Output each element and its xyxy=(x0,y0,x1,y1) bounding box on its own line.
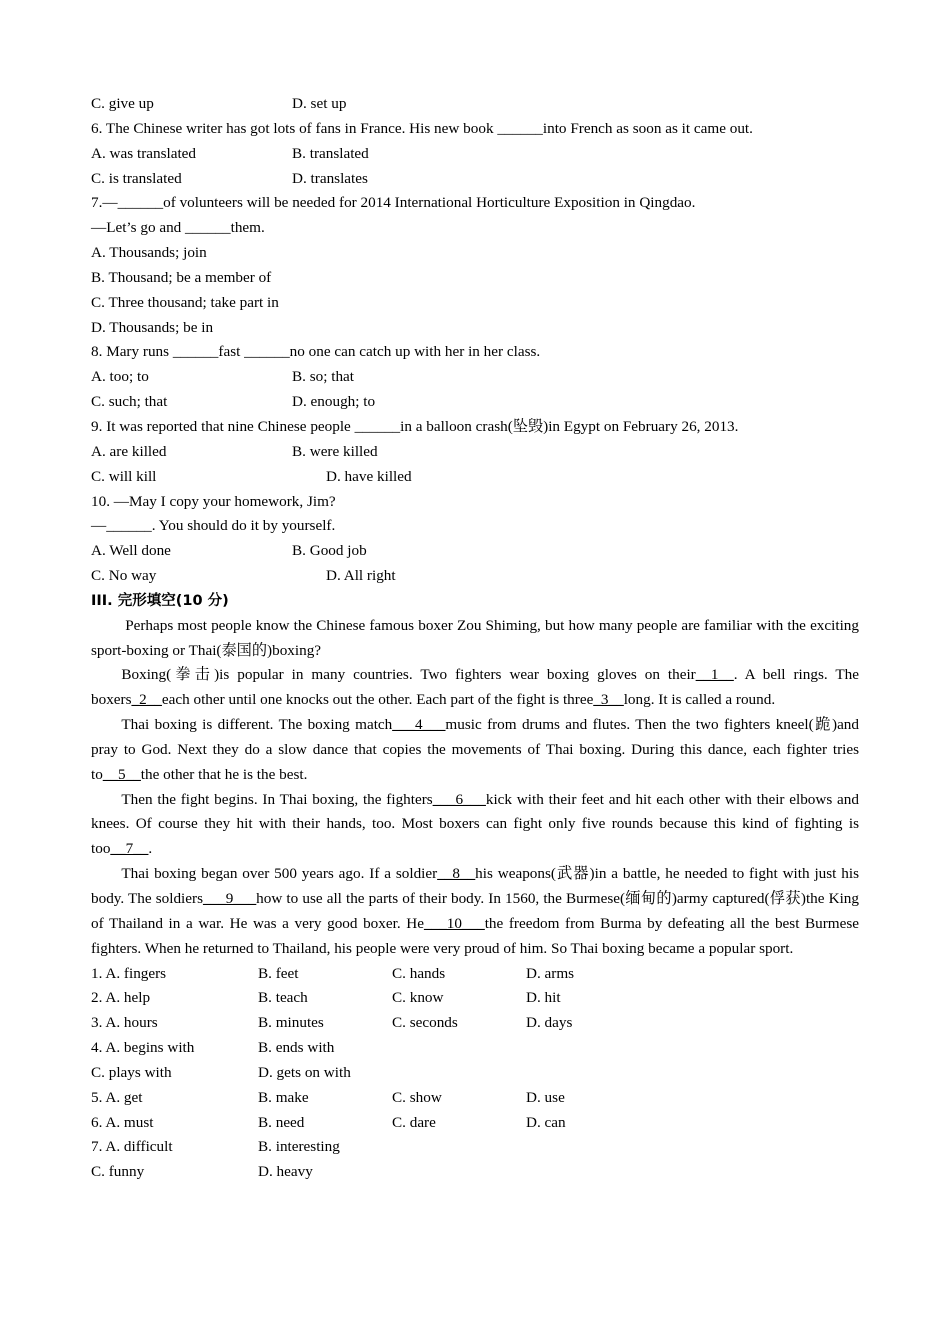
paragraph-text: Thai boxing is different. The boxing match xyxy=(121,716,393,734)
paragraph-text: each other until one knocks out the other. Each part of the fight is three xyxy=(161,691,594,709)
passage-paragraph-5 xyxy=(91,862,859,961)
option-d: D. arms xyxy=(526,964,575,982)
section-heading: III. 完形填空(10 分) xyxy=(91,592,229,609)
option-c: C. dare xyxy=(392,1113,436,1131)
blank-2: _2__ xyxy=(131,691,162,709)
answer-options-row xyxy=(91,1061,859,1086)
answer-options-row xyxy=(91,1086,859,1111)
question-7-reply: —Let’s go and ______them. xyxy=(91,219,265,237)
option-d: D. heavy xyxy=(258,1163,313,1181)
blank-6: ___6___ xyxy=(432,790,486,808)
option-b: B. teach xyxy=(258,989,308,1007)
option-c: C. seconds xyxy=(392,1014,458,1032)
option-a: 3. A. hours xyxy=(91,1014,158,1032)
option-a: 1. A. fingers xyxy=(91,964,167,982)
option-c: C. give up xyxy=(91,95,154,112)
paragraph-text: music from drums and flutes. Then the two fighters kneel(跪)and pray to God. Next they do a slow dance that copies the movements of Thai boxing. During this dance, each fighter tries to xyxy=(91,716,859,783)
option-c: C. such; that xyxy=(91,393,168,411)
answer-options-row xyxy=(91,962,859,987)
option-a: 6. A. must xyxy=(91,1113,154,1131)
option-d: D. Thousands; be in xyxy=(91,318,214,336)
q10-options-ab xyxy=(91,539,859,564)
option-b: B. feet xyxy=(258,964,299,982)
question-7-stem: 7.—______of volunteers will be needed for 2014 International Horticulture Exposition in Qingdao. xyxy=(91,194,696,212)
blank-9: ___9___ xyxy=(203,890,257,907)
paragraph-text: Then the fight begins. In Thai boxing, the fighters xyxy=(121,790,433,808)
option-c: C. funny xyxy=(91,1163,145,1181)
blank-3: _3__ xyxy=(593,691,624,709)
question-6-stem: 6. The Chinese writer has got lots of fans in France. His new book ______into French as soon as it came out. xyxy=(91,119,753,137)
option-c: C. hands xyxy=(392,964,446,982)
paragraph-text: how to use all the parts of their body. In 1560, the Burmese(缅甸的)army captured(俘获)the King of Thailand in a war. He was a very good boxer. He xyxy=(91,890,859,932)
answer-options-row xyxy=(91,1036,859,1061)
option-d: D. gets on with xyxy=(258,1063,351,1081)
paragraph-text: Perhaps most people know the Chinese famous boxer Zou Shiming, but how many people are familiar with the exciting sport-boxing or Thai(泰国的)boxing? xyxy=(91,616,859,659)
option-d: D. days xyxy=(526,1014,573,1032)
passage-paragraph-1 xyxy=(91,614,859,664)
blank-8: __8__ xyxy=(437,865,476,883)
option-a: 7. A. difficult xyxy=(91,1138,173,1156)
option-b: B. Good job xyxy=(292,542,367,560)
q8-options-ab xyxy=(91,365,859,390)
option-a: A. too; to xyxy=(91,368,149,386)
option-a: A. was translated xyxy=(91,144,197,162)
q9-options-cd xyxy=(91,465,859,490)
option-b: B. minutes xyxy=(258,1014,324,1032)
blank-1: __1__ xyxy=(695,666,734,684)
q6-options-cd xyxy=(91,167,859,192)
option-a: A. are killed xyxy=(91,442,167,460)
answer-options-row xyxy=(91,1160,859,1185)
blank-4: ___4___ xyxy=(392,716,446,734)
option-d: D. set up xyxy=(292,95,347,112)
option-d: D. translates xyxy=(292,169,368,187)
q9-options-ab xyxy=(91,440,859,465)
option-a: 4. A. begins with xyxy=(91,1039,195,1057)
paragraph-text: . A bell rings. The boxers xyxy=(91,666,859,709)
option-c: C. show xyxy=(392,1088,442,1106)
paragraph-text: . xyxy=(148,840,153,858)
option-b: B. ends with xyxy=(258,1039,335,1057)
passage-paragraph-3 xyxy=(91,713,859,788)
question-10-reply: —______. You should do it by yourself. xyxy=(91,517,336,535)
passage-paragraph-4 xyxy=(91,788,859,863)
paragraph-text: his weapons(武器)in a battle, he needed to fight with just his body. The soldiers xyxy=(91,865,859,907)
option-c: C. No way xyxy=(91,567,157,585)
paragraph-text: kick with their feet and hit each other with their elbows and knees. Of course they hit with their hands, too. Most boxers can fight only five rounds because this kind of fighting is too xyxy=(91,790,859,858)
option-d: D. enough; to xyxy=(292,393,376,411)
q8-options-cd xyxy=(91,390,859,415)
option-c: C. Three thousand; take part in xyxy=(91,293,279,311)
option-a: 2. A. help xyxy=(91,989,151,1007)
option-b: B. translated xyxy=(292,144,369,162)
question-10-stem: 10. —May I copy your homework, Jim? xyxy=(91,492,336,510)
passage-paragraph-2 xyxy=(91,663,859,713)
exam-page xyxy=(91,92,859,1185)
option-d: D. use xyxy=(526,1088,565,1106)
option-b: B. need xyxy=(258,1113,305,1131)
option-c: C. plays with xyxy=(91,1063,172,1081)
paragraph-text: the freedom from Burma by defeating all the best Burmese fighters. When he returned to Thailand, his people were very proud of him. So Thai boxing became a popular sport. xyxy=(91,914,860,957)
option-b: B. so; that xyxy=(292,368,355,386)
paragraph-text: Boxing(拳击)is popular in many countries. Two fighters wear boxing gloves on their xyxy=(121,666,696,684)
paragraph-text: Thai boxing began over 500 years ago. If a soldier xyxy=(121,865,438,883)
option-d: D. hit xyxy=(526,989,561,1007)
answer-options-row xyxy=(91,1135,859,1160)
question-8-stem: 8. Mary runs ______fast ______no one can catch up with her in her class. xyxy=(91,343,541,361)
option-b: B. make xyxy=(258,1088,309,1106)
paragraph-text: the other that he is the best. xyxy=(140,765,308,783)
q10-options-cd xyxy=(91,564,859,589)
paragraph-text: long. It is called a round. xyxy=(623,691,776,709)
option-c: C. is translated xyxy=(91,169,182,187)
answer-options-row xyxy=(91,1011,859,1036)
blank-7: __7__ xyxy=(110,840,149,858)
question-9-stem: 9. It was reported that nine Chinese people ______in a balloon crash(坠毁)in Egypt on February 26, 2013. xyxy=(91,417,739,435)
option-a: 5. A. get xyxy=(91,1088,143,1106)
blank-5: __5__ xyxy=(102,765,141,783)
q6-options-ab xyxy=(91,142,859,167)
answer-options-row xyxy=(91,986,859,1011)
blank-10: ___10___ xyxy=(423,914,485,932)
option-c: C. know xyxy=(392,989,444,1007)
option-b: B. interesting xyxy=(258,1138,340,1156)
q5-options-cd xyxy=(91,92,859,117)
answer-options-row xyxy=(91,1111,859,1136)
option-a: A. Thousands; join xyxy=(91,244,207,262)
option-d: D. have killed xyxy=(326,467,412,485)
option-b: B. Thousand; be a member of xyxy=(91,268,272,286)
option-d: D. All right xyxy=(326,567,396,585)
option-a: A. Well done xyxy=(91,542,171,560)
option-c: C. will kill xyxy=(91,467,157,485)
option-b: B. were killed xyxy=(292,442,378,460)
option-d: D. can xyxy=(526,1113,566,1131)
